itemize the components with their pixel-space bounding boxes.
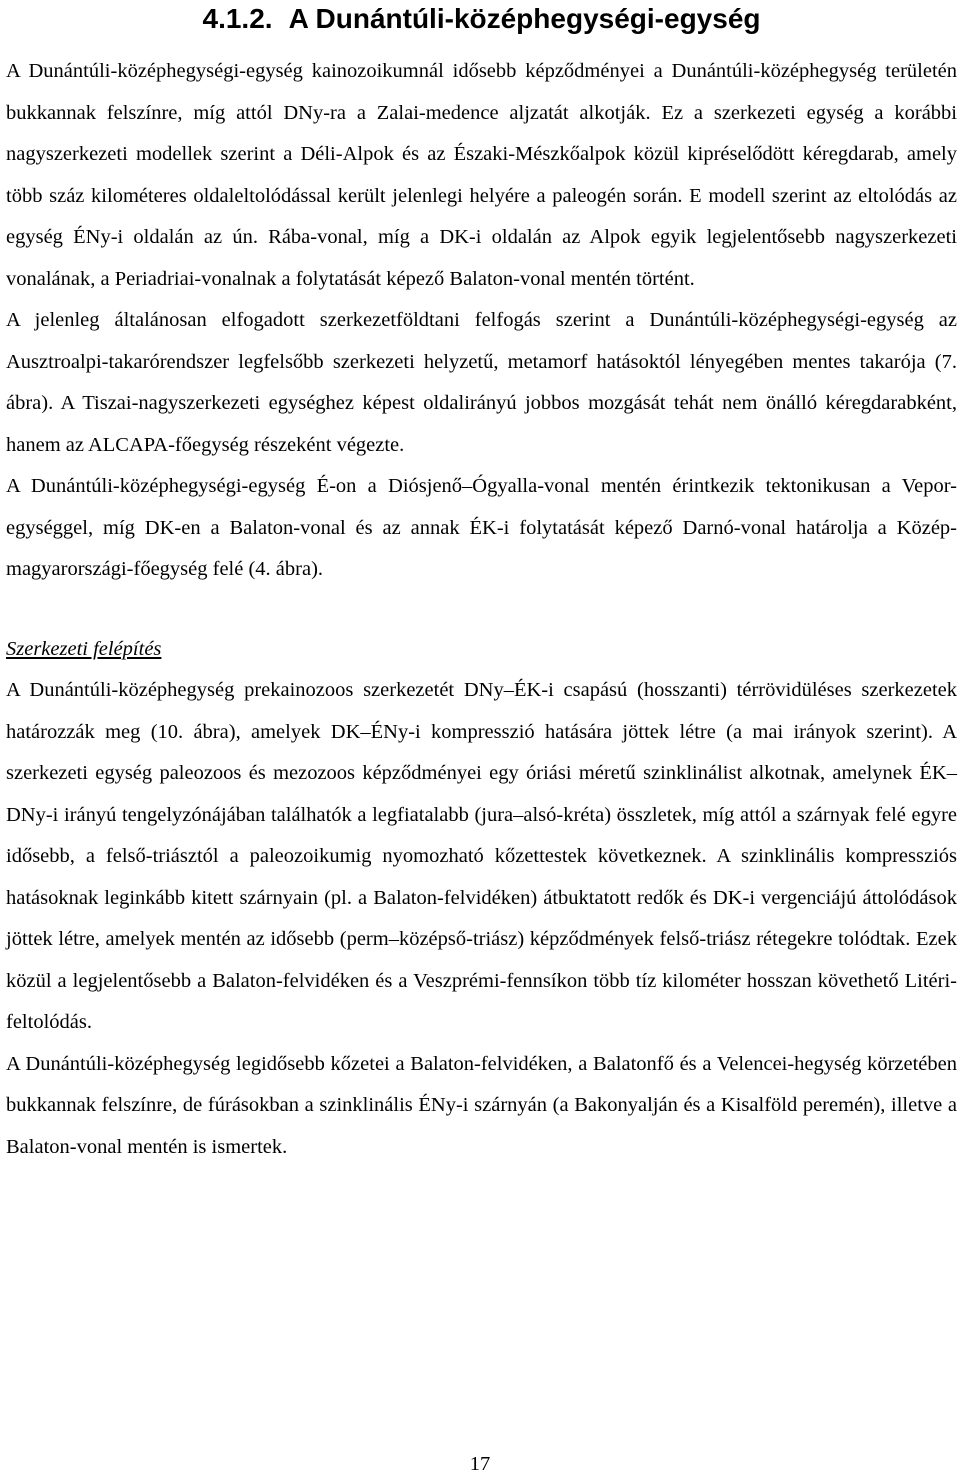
paragraph-3: A Dunántúli-középhegységi-egység É-on a Diósjenő–Ógyalla-vonal mentén érintkezik tektonikusan a Vepor-egységgel, míg DK-en a Balaton-vonal és az annak ÉK-i folytatását képező Darnó-vonal határolja a Közép-magyarországi-főegység felé (4. ábra).: [6, 475, 957, 580]
section-heading: [6, 0, 957, 36]
document-page: [6, 0, 957, 1168]
paragraph-1: A Dunántúli-középhegységi-egység kainozoikumnál idősebb képződményei a Dunántúli-középhegység területén bukkannak felszínre, míg attól DNy-ra a Zalai-medence aljzatát alkotják. Ez a szerkezeti egység a korábbi nagyszerkezeti modellek szerint a Déli-Alpok és az Északi-Mészkőalpok közül kipréselődött kéregdarab, amely több száz kilométeres oldaleltolódással került jelenlegi helyére a paleogén során. E modell szerint az eltolódás az egység ÉNy-i oldalán az ún. Rába-vonal, míg a DK-i oldalán az Alpok egyik legjelentősebb nagyszerkezeti vonalának, a Periadriai-vonalnak a folytatását képező Balaton-vonal mentén történt.: [6, 60, 957, 290]
page-number: 17: [469, 1453, 491, 1475]
paragraph-2: A jelenleg általánosan elfogadott szerkezetföldtani felfogás szerint a Dunántúli-középhegységi-egység az Ausztroalpi-takarórendszer legfelsőbb szerkezeti helyzetű, metamorf hatásoktól lényegében mentes takarója (7. ábra). A Tiszai-nagyszerkezeti egységhez képest oldalirányú jobbos mozgását tehát nem önálló kéregdarabként, hanem az ALCAPA-főegység részeként végezte.: [6, 309, 957, 456]
section-gap: [6, 591, 957, 629]
paragraph-4: A Dunántúli-középhegység prekainozoos szerkezetét DNy–ÉK-i csapású (hosszanti) térrövidüléses szerkezetek határozzák meg (10. ábra), amelyek DK–ÉNy-i kompresszió hatására jöttek létre (a mai irányok szerint). A szerkezeti egység paleozoos és mezozoos képződményei egy óriási méretű szinklinálist alkotnak, amelynek ÉK–DNy-i irányú tengelyzónájában találhatók a legfiatalabb (jura–alsó-kréta) összletek, míg attól a szárnyak felé egyre idősebb, a felső-triásztól a paleozoikumig nyomozható kőzettestek következnek. A szinklinális kompressziós hatásoknak leginkább kitett szárnyain (pl. a Balaton-felvidéken) átbuktatott redők és DK-i vergenciájú áttolódások jöttek létre, amelyek mentén az idősebb (perm–középső-triász) képződmények felső-triász rétegekre tolódtak. Ezek közül a legjelentősebb a Balaton-felvidéken és a Veszprémi-fennsíkon több tíz kilométer hosszan követhető Litéri-feltolódás.: [6, 679, 957, 1033]
section-title-main: A Dunántúli-középhegységi-egység: [288, 3, 761, 34]
paragraph-5: A Dunántúli-középhegység legidősebb kőzetei a Balaton-felvidéken, a Balatonfő és a Velencei-hegység körzetében bukkannak felszínre, de fúrásokban a szinklinális ÉNy-i szárnyán (a Bakonyalján és a Kisalföld peremén), illetve a Balaton-vonal mentén is ismertek.: [6, 1052, 957, 1158]
section-number: 4.1.2.: [202, 3, 273, 34]
subsection-title: Szerkezeti felépítés: [6, 637, 162, 660]
